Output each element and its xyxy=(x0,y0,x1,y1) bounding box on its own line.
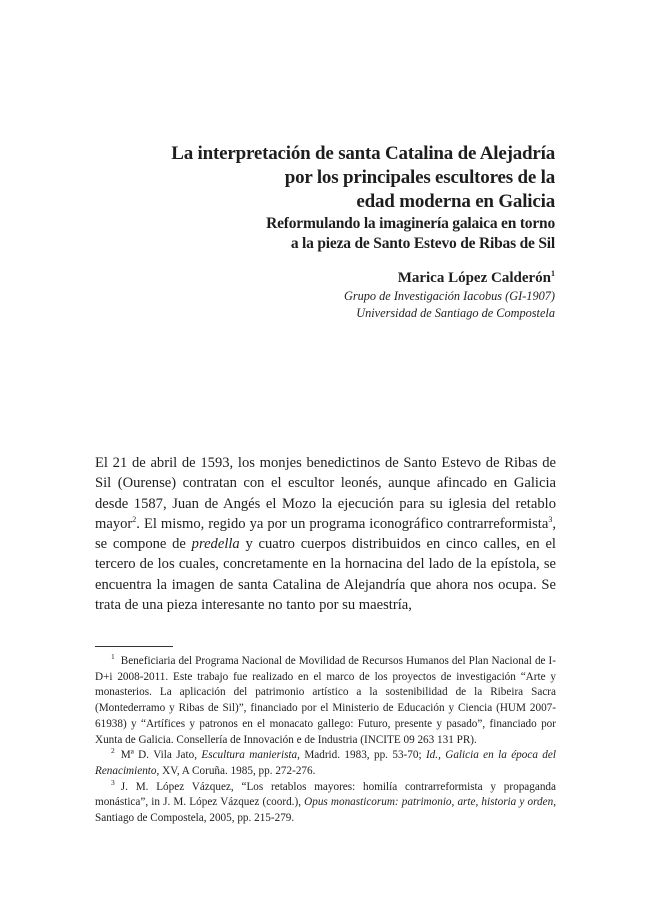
body-text-segment: y cuatro cuerpos distribuidos en cinco calles, en el tercero de los cuales, concretamente en la hornacina del lado de la epístola, se encuentra la imagen de santa Catalina de Alejandría que ahora nos ocupa. Se trata de una pieza interesante no tanto por su maestría, xyxy=(95,536,556,614)
article-title-line: edad moderna en Galicia xyxy=(356,191,555,212)
footnote xyxy=(95,654,556,748)
footnotes xyxy=(95,654,556,827)
footnote-text: J. M. López Vázquez, “Los retablos mayores: homilía contrarreformista y propaganda monástica”, in J. M. López Vázquez (coord.), xyxy=(95,780,556,809)
article-subtitle-line: a la pieza de Santo Estevo de Ribas de Sil xyxy=(290,235,555,252)
footnote-text: , XV, A Coruña. 1985, pp. 272-276. xyxy=(156,764,316,777)
article-title-line: La interpretación de santa Catalina de Alejadría xyxy=(171,143,555,164)
footnote-number: 3 xyxy=(111,777,115,787)
footnote-ref: 3 xyxy=(548,515,553,525)
footnote-text: , Madrid. 1983, pp. 53-70; xyxy=(297,749,426,762)
footnote-separator xyxy=(95,646,173,647)
footnote-italic: Id., Galicia en la época del Renacimiento xyxy=(95,749,556,777)
footnote xyxy=(95,777,556,827)
footnote-text: , Santiago de Compostela, 2005, pp. 215-279. xyxy=(95,796,556,825)
author-affiliation: Universidad de Santiago de Compostela xyxy=(356,306,555,320)
author-footnote-mark: 1 xyxy=(551,269,555,278)
body-text-segment: , se compone de xyxy=(95,515,556,553)
footnote-ref: 2 xyxy=(132,515,137,525)
footnote-text: Mª D. Vila Jato, xyxy=(120,749,202,762)
author-affiliation: Grupo de Investigación Iacobus (GI-1907) xyxy=(343,289,555,303)
author-name xyxy=(344,264,555,288)
article-subtitle-line: Reformulando la imaginería galaica en torno xyxy=(266,215,555,232)
author-block xyxy=(344,264,555,322)
body-italic-term: predella xyxy=(191,536,240,553)
article-title-line: por los principales escultores de la xyxy=(284,167,555,188)
footnote xyxy=(95,748,556,779)
footnote-text: Beneficiaria del Programa Nacional de Movilidad de Recursos Humanos del Plan Nacional de I-D+i 2008-2011. Este trabajo fue realizado en el marco de los proyectos de investigación “Arte y monasterios. La aplicación del patrimonio artístico a la sostenibilidad de la Ribeira Sacra (Montederramo y Ribas de Sil)”, financiado por el Ministerio de Educación y Ciencia (HUM 2007-61938) y “Artífices y patronos en el monacato gallego: Futuro, presente y pasado”, financiado por Xunta de Galicia. Consellería de Innovación e de Industria (INCITE 09 263 131 PR). xyxy=(95,655,556,746)
footnote-italic: Escultura manierista xyxy=(201,749,298,762)
author-name-text: Marica López Calderón xyxy=(397,270,551,286)
article-header xyxy=(135,142,555,254)
footnote-number: 2 xyxy=(111,746,115,756)
footnote-italic: Opus monasticorum: patrimonio, arte, historia y orden xyxy=(304,796,554,809)
body-text-segment: El 21 de abril de 1593, los monjes benedictinos de Santo Estevo de Ribas de Sil (Ourense) contratan con el escultor leonés, aunque afincado en Galicia desde 1587, Juan de Angés el Mozo la ejecución para su iglesia del retablo mayor xyxy=(95,455,556,532)
body-paragraph xyxy=(95,453,556,615)
body-text-segment: . El mismo, regido ya por un programa iconográfico contrarreformista xyxy=(136,515,549,532)
footnote-number: 1 xyxy=(111,652,115,662)
